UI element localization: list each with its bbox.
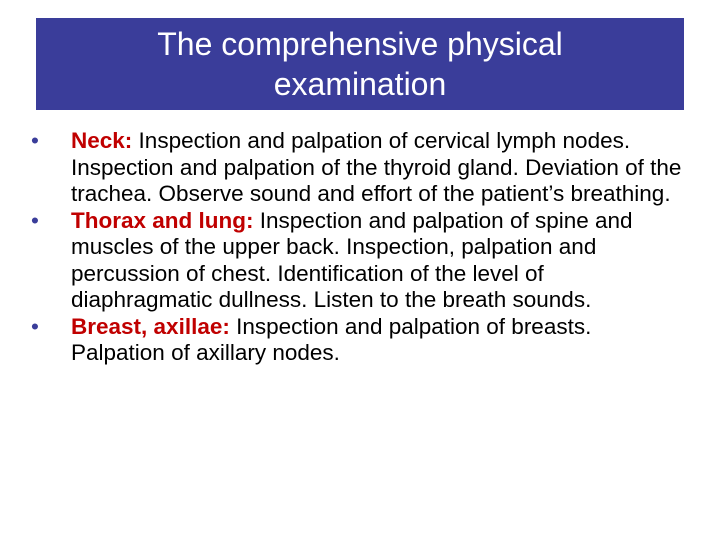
- title-banner: [36, 18, 684, 110]
- bullet-item-neck: [28, 128, 688, 208]
- bullet-icon: •: [31, 128, 39, 153]
- bullet-text: Inspection and palpation of cervical lymph nodes. Inspection and palpation of the thyroid gland. Deviation of the trachea. Observe sound and effort of the patient’s breathing.: [71, 128, 682, 206]
- bullet-item-breast-axillae: [28, 314, 688, 367]
- slide-title: The comprehensive physical examination: [157, 26, 563, 102]
- bullet-list: [28, 128, 688, 367]
- bullet-term: Breast, axillae:: [71, 313, 230, 339]
- bullet-text: Inspection and palpation of spine and muscles of the upper back. Inspection, palpation and percussion of chest. Identification of the level of diaphragmatic dullness. Listen to the breath sounds.: [71, 207, 633, 312]
- bullet-term: Thorax and lung:: [71, 207, 254, 233]
- bullet-item-thorax-and-lung: [28, 208, 688, 314]
- bullet-text: Inspection and palpation of breasts. Palpation of axillary nodes.: [71, 313, 592, 365]
- bullet-icon: •: [31, 313, 39, 339]
- bullet-term: Neck:: [71, 128, 133, 153]
- bullet-icon: •: [31, 207, 39, 233]
